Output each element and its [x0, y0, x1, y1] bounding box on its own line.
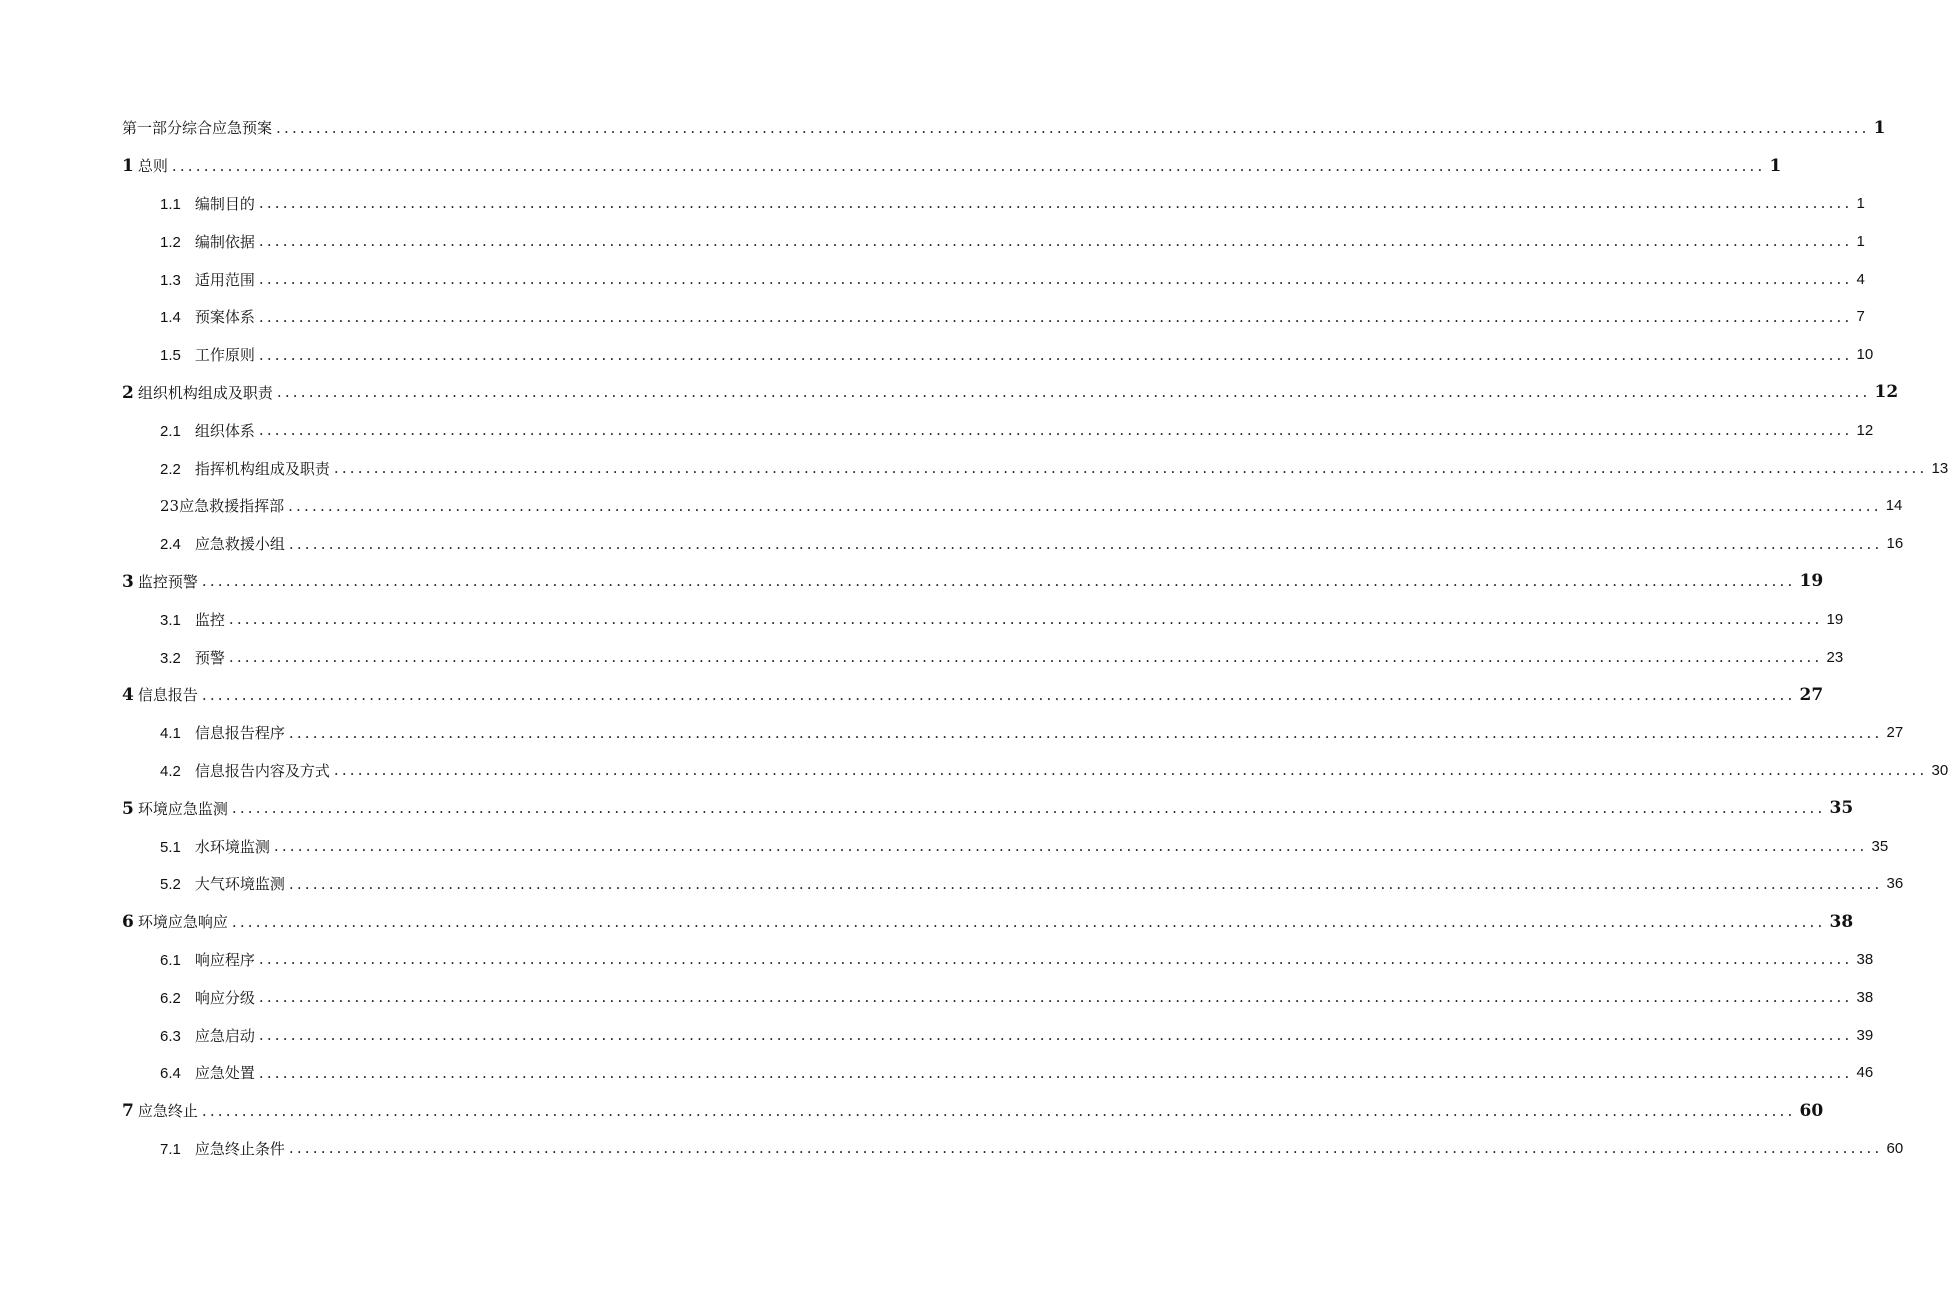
toc-entry-title: [160, 495, 284, 516]
toc-entry[interactable]: [0, 374, 1899, 412]
toc-entry[interactable]: [0, 185, 1865, 223]
dot-leader: ........................................................................................................................................................................................................: [231, 799, 1826, 818]
toc-entry-title: [122, 155, 168, 176]
toc-entry[interactable]: [0, 411, 1874, 449]
toc-entry-title: [160, 873, 285, 894]
toc-entry-text: 编制目的: [194, 194, 255, 213]
toc-entry-text: 应急终止条件: [194, 1139, 285, 1158]
dot-leader: ........................................................................................................................................................................................................: [288, 496, 1882, 515]
toc-entry-page-number: 1: [1856, 232, 1865, 250]
dot-leader: ........................................................................................................................................................................................................: [333, 459, 1928, 478]
toc-entry-text: 编制依据: [194, 232, 255, 251]
toc-entry-title: [160, 1025, 255, 1046]
toc-entry-page-number: 7: [1856, 308, 1865, 326]
dot-leader: ........................................................................................................................................................................................................: [258, 950, 1853, 969]
toc-entry-number: 1.4: [160, 309, 181, 327]
toc-entry-page-number: 19: [1799, 571, 1824, 592]
toc-entry-title: [122, 382, 273, 403]
toc-entry-title: [122, 1100, 198, 1121]
dot-leader: ........................................................................................................................................................................................................: [171, 156, 1766, 175]
toc-entry-text: 监控: [194, 610, 225, 629]
toc-entry-number: 6.1: [160, 951, 181, 969]
toc-entry-number: 7.1: [160, 1140, 181, 1158]
toc-entry-page-number: 38: [1856, 950, 1874, 968]
toc-entry-title: [160, 231, 255, 252]
toc-entry-title: [160, 949, 255, 970]
toc-entry[interactable]: [0, 941, 1874, 979]
toc-entry-page-number: 60: [1886, 1139, 1904, 1157]
toc-entry[interactable]: [0, 525, 1904, 563]
toc-entry-number: 4.2: [160, 762, 181, 780]
table-of-contents: [0, 109, 1948, 1167]
toc-entry[interactable]: [0, 1130, 1904, 1168]
toc-entry-title: [122, 571, 198, 592]
toc-entry-title: [160, 836, 270, 857]
toc-entry-number: 5: [122, 798, 134, 819]
toc-entry-number: 4: [122, 685, 134, 706]
toc-entry-page-number: 19: [1826, 610, 1844, 628]
toc-entry-title: [160, 533, 285, 554]
toc-entry[interactable]: [0, 600, 1844, 638]
dot-leader: ........................................................................................................................................................................................................: [273, 837, 1868, 856]
toc-entry[interactable]: [0, 260, 1865, 298]
toc-entry-title: [160, 609, 225, 630]
toc-entry-number: 2.2: [160, 460, 181, 478]
toc-entry-text: 响应分级: [194, 988, 255, 1007]
toc-entry[interactable]: [0, 563, 1824, 601]
toc-entry-page-number: 13: [1931, 459, 1948, 477]
toc-entry-text: 响应程序: [194, 950, 255, 969]
toc-entry-text: 信息报告内容及方式: [194, 761, 330, 780]
toc-entry-title: [160, 458, 330, 479]
dot-leader: ........................................................................................................................................................................................................: [201, 685, 1796, 704]
dot-leader: ........................................................................................................................................................................................................: [258, 270, 1853, 289]
toc-entry-text: 23应急救援指挥部: [160, 497, 285, 516]
dot-leader: ........................................................................................................................................................................................................: [258, 194, 1853, 213]
toc-entry-page-number: 14: [1885, 497, 1903, 515]
toc-entry[interactable]: [0, 1092, 1824, 1130]
toc-entry-text: 应急启动: [194, 1026, 255, 1045]
toc-entry-page-number: 23: [1826, 648, 1844, 666]
toc-entry-text: 信息报告程序: [194, 724, 285, 743]
toc-entry-text: 应急处置: [194, 1064, 255, 1083]
toc-entry[interactable]: [0, 752, 1948, 790]
toc-entry-page-number: 35: [1829, 798, 1854, 819]
dot-leader: ........................................................................................................................................................................................................: [258, 345, 1853, 364]
dot-leader: ........................................................................................................................................................................................................: [276, 118, 1870, 137]
toc-entry[interactable]: [0, 789, 1854, 827]
dot-leader: ........................................................................................................................................................................................................: [228, 648, 1823, 667]
dot-leader: ........................................................................................................................................................................................................: [258, 421, 1853, 440]
toc-entry-page-number: 36: [1886, 875, 1904, 893]
toc-entry-page-number: 1: [1769, 155, 1782, 176]
dot-leader: ........................................................................................................................................................................................................: [201, 1101, 1796, 1120]
toc-entry-page-number: 10: [1856, 346, 1874, 364]
toc-entry[interactable]: [0, 222, 1865, 260]
dot-leader: ........................................................................................................................................................................................................: [231, 912, 1826, 931]
toc-entry-title: [160, 760, 330, 781]
toc-entry-page-number: 38: [1829, 911, 1854, 932]
toc-entry[interactable]: [0, 676, 1824, 714]
toc-entry[interactable]: [0, 298, 1865, 336]
toc-entry-text: 信息报告: [137, 686, 198, 705]
toc-entry-title: [160, 647, 225, 668]
toc-entry-page-number: 30: [1931, 761, 1948, 779]
toc-entry-title: [122, 684, 198, 705]
toc-entry[interactable]: [0, 336, 1874, 374]
toc-entry-text: 组织体系: [194, 421, 255, 440]
toc-entry-text: 第一部分综合应急预案: [122, 119, 273, 138]
toc-entry-title: [160, 269, 255, 290]
toc-entry-text: 组织机构组成及职责: [137, 383, 273, 402]
toc-entry-text: 指挥机构组成及职责: [194, 459, 330, 478]
toc-entry-title: [160, 1138, 285, 1159]
toc-entry-number: 5.2: [160, 876, 181, 894]
dot-leader: ........................................................................................................................................................................................................: [288, 534, 1883, 553]
toc-entry-number: 1.3: [160, 271, 181, 289]
dot-leader: ........................................................................................................................................................................................................: [258, 1026, 1853, 1045]
dot-leader: ........................................................................................................................................................................................................: [333, 761, 1928, 780]
toc-entry[interactable]: [0, 903, 1854, 941]
toc-entry-number: 2: [122, 382, 134, 403]
toc-entry-page-number: 16: [1886, 535, 1904, 553]
toc-entry[interactable]: [0, 109, 1886, 147]
toc-entry-page-number: 12: [1856, 421, 1874, 439]
dot-leader: ........................................................................................................................................................................................................: [228, 610, 1823, 629]
toc-entry-text: 水环境监测: [194, 837, 270, 856]
toc-entry[interactable]: [0, 978, 1874, 1016]
toc-entry[interactable]: [0, 827, 1889, 865]
toc-entry-page-number: 60: [1799, 1100, 1824, 1121]
toc-entry-page-number: 35: [1871, 837, 1889, 855]
toc-entry-text: 应急终止: [137, 1102, 198, 1121]
toc-entry-number: 2.4: [160, 536, 181, 554]
toc-entry[interactable]: [0, 1054, 1874, 1092]
dot-leader: ........................................................................................................................................................................................................: [258, 232, 1853, 251]
toc-entry-page-number: 1: [1856, 194, 1865, 212]
toc-entry-page-number: 27: [1799, 684, 1824, 705]
toc-entry-page-number: 12: [1874, 382, 1899, 403]
toc-entry-number: 1.5: [160, 347, 181, 365]
toc-entry-number: 6.2: [160, 989, 181, 1007]
toc-entry-page-number: 1: [1873, 117, 1886, 138]
toc-entry-number: 3.1: [160, 611, 181, 629]
toc-entry-text: 工作原则: [194, 346, 255, 365]
toc-entry-number: 6: [122, 912, 134, 933]
toc-entry-text: 大气环境监测: [194, 875, 285, 894]
toc-entry[interactable]: [0, 638, 1844, 676]
toc-entry-page-number: 46: [1856, 1064, 1874, 1082]
toc-entry-text: 应急救援小组: [194, 535, 285, 554]
toc-entry-text: 预案体系: [194, 308, 255, 327]
dot-leader: ........................................................................................................................................................................................................: [288, 874, 1883, 893]
toc-entry-number: 1: [122, 156, 134, 177]
toc-entry[interactable]: [0, 714, 1904, 752]
toc-entry[interactable]: [0, 147, 1782, 185]
toc-entry-page-number: 38: [1856, 988, 1874, 1006]
toc-entry-title: [160, 987, 255, 1008]
dot-leader: ........................................................................................................................................................................................................: [201, 572, 1796, 591]
toc-entry-title: [160, 193, 255, 214]
toc-entry-page-number: 39: [1856, 1026, 1874, 1044]
toc-entry-text: 环境应急响应: [137, 913, 228, 932]
toc-entry-text: 适用范围: [194, 270, 255, 289]
toc-entry-title: [160, 722, 285, 743]
toc-entry-number: 3: [122, 571, 134, 592]
dot-leader: ........................................................................................................................................................................................................: [276, 383, 1871, 402]
toc-entry-number: 4.1: [160, 725, 181, 743]
toc-entry-number: 3.2: [160, 649, 181, 667]
dot-leader: ........................................................................................................................................................................................................: [258, 307, 1853, 326]
toc-entry[interactable]: [0, 449, 1948, 487]
toc-entry-title: [160, 344, 255, 365]
toc-entry-title: [122, 798, 228, 819]
toc-entry-number: 7: [122, 1101, 134, 1122]
toc-entry-number: 2.1: [160, 422, 181, 440]
toc-entry-page-number: 27: [1886, 724, 1904, 742]
toc-entry-page-number: 4: [1856, 270, 1865, 288]
dot-leader: ........................................................................................................................................................................................................: [288, 723, 1883, 742]
toc-entry-number: 5.1: [160, 838, 181, 856]
toc-entry-number: 6.4: [160, 1065, 181, 1083]
toc-entry[interactable]: [0, 487, 1903, 525]
toc-entry-text: 环境应急监测: [137, 799, 228, 818]
toc-entry-title: [122, 117, 272, 138]
toc-entry-text: 总则: [137, 157, 168, 176]
toc-entry-title: [160, 1062, 255, 1083]
toc-entry-number: 6.3: [160, 1027, 181, 1045]
dot-leader: ........................................................................................................................................................................................................: [288, 1139, 1883, 1158]
toc-entry-number: 1.1: [160, 195, 181, 213]
toc-entry[interactable]: [0, 865, 1904, 903]
dot-leader: ........................................................................................................................................................................................................: [258, 1063, 1853, 1082]
dot-leader: ........................................................................................................................................................................................................: [258, 988, 1853, 1007]
toc-entry-title: [160, 420, 255, 441]
toc-entry-text: 预警: [194, 648, 225, 667]
toc-entry[interactable]: [0, 1016, 1874, 1054]
toc-entry-title: [122, 911, 228, 932]
toc-entry-text: 监控预警: [137, 572, 198, 591]
toc-entry-title: [160, 306, 255, 327]
toc-entry-number: 1.2: [160, 233, 181, 251]
